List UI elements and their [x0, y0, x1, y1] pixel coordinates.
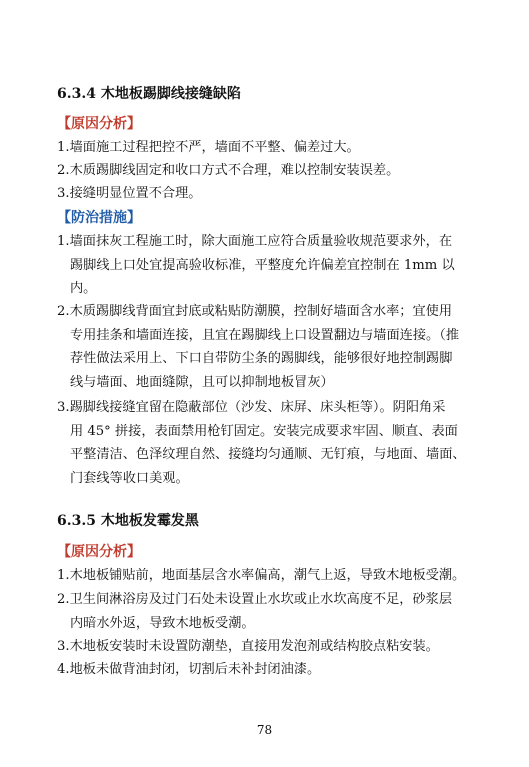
page-number: 78 — [256, 723, 273, 737]
prevention-measures-tag: 【防治措施】 — [57, 210, 141, 226]
list-item — [57, 182, 477, 206]
list-item — [57, 635, 477, 659]
list-item-line: 荐性做法采用上、下口自带防尘条的踢脚线，能够很好地控制踢脚 — [70, 351, 453, 366]
cause-analysis-tag: 【原因分析】 — [57, 116, 141, 132]
list-item-line: 3.木地板安装时未设置防潮垫，直接用发泡剂或结构胶点粘安装。 — [57, 639, 439, 654]
list-item-line: 用 45° 拼接，表面禁用枪钉固定。安装完成要求牢固、顺直、表面 — [70, 423, 458, 439]
list-item — [57, 136, 477, 160]
cause-analysis-tag: 【原因分析】 — [57, 544, 141, 560]
list-item-line: 3.踢脚线接缝宜留在隐蔽部位（沙发、床屏、床头柜等）。阴阳角采 — [57, 400, 446, 415]
list-item — [57, 564, 477, 588]
list-item-line: 线与墙面、地面缝隙，且可以抑制地板冒灰） — [70, 374, 334, 390]
list-item-line: 1.木地板铺贴前，地面基层含水率偏高，潮气上返，导致木地板受潮。 — [57, 568, 466, 583]
list-item-line: 1.墙面施工过程把控不严，墙面不平整、偏差过大。 — [57, 140, 360, 155]
list-item-line: 4.地板未做背油封闭，切割后未补封闭油漆。 — [57, 662, 321, 677]
list-item-line: 门套线等收口美观。 — [70, 470, 189, 486]
list-item — [57, 159, 477, 183]
list-item-line: 3.接缝明显位置不合理。 — [57, 186, 202, 201]
list-item — [57, 396, 477, 490]
list-item — [57, 588, 477, 635]
list-item-line: 踢脚线上口处宜提高验收标准，平整度允许偏差宜控制在 1mm 以 — [70, 257, 455, 273]
section-title-6-3-4: 6.3.4 木地板踢脚线接缝缺陷 — [57, 86, 241, 102]
section-title-6-3-5: 6.3.5 木地板发霉发黑 — [57, 513, 199, 529]
list-item-line: 2.木质踢脚线背面宜封底或粘贴防潮膜，控制好墙面含水率；宜使用 — [57, 304, 453, 319]
list-item-line: 1.墙面抹灰工程施工时，除大面施工应符合质量验收规范要求外，在 — [57, 234, 453, 249]
list-item — [57, 230, 477, 301]
list-item-line: 内。 — [70, 281, 97, 296]
list-item — [57, 658, 477, 682]
list-item-line: 2.木质踢脚线固定和收口方式不合理，难以控制安装误差。 — [57, 163, 400, 178]
list-item-line: 专用挂条和墙面连接，且宜在踢脚线上口设置翻边与墙面连接。（推 — [70, 327, 460, 343]
list-item-line: 平整清洁、色泽纹理自然、接缝均匀通顺、无钉痕，与地面、墙面、 — [70, 447, 466, 462]
list-item-line: 2.卫生间淋浴房及过门石处未设置止水坎或止水坎高度不足，砂浆层 — [57, 592, 453, 607]
list-item — [57, 300, 477, 394]
list-item-line: 内暗水外返，导致木地板受潮。 — [70, 615, 255, 631]
